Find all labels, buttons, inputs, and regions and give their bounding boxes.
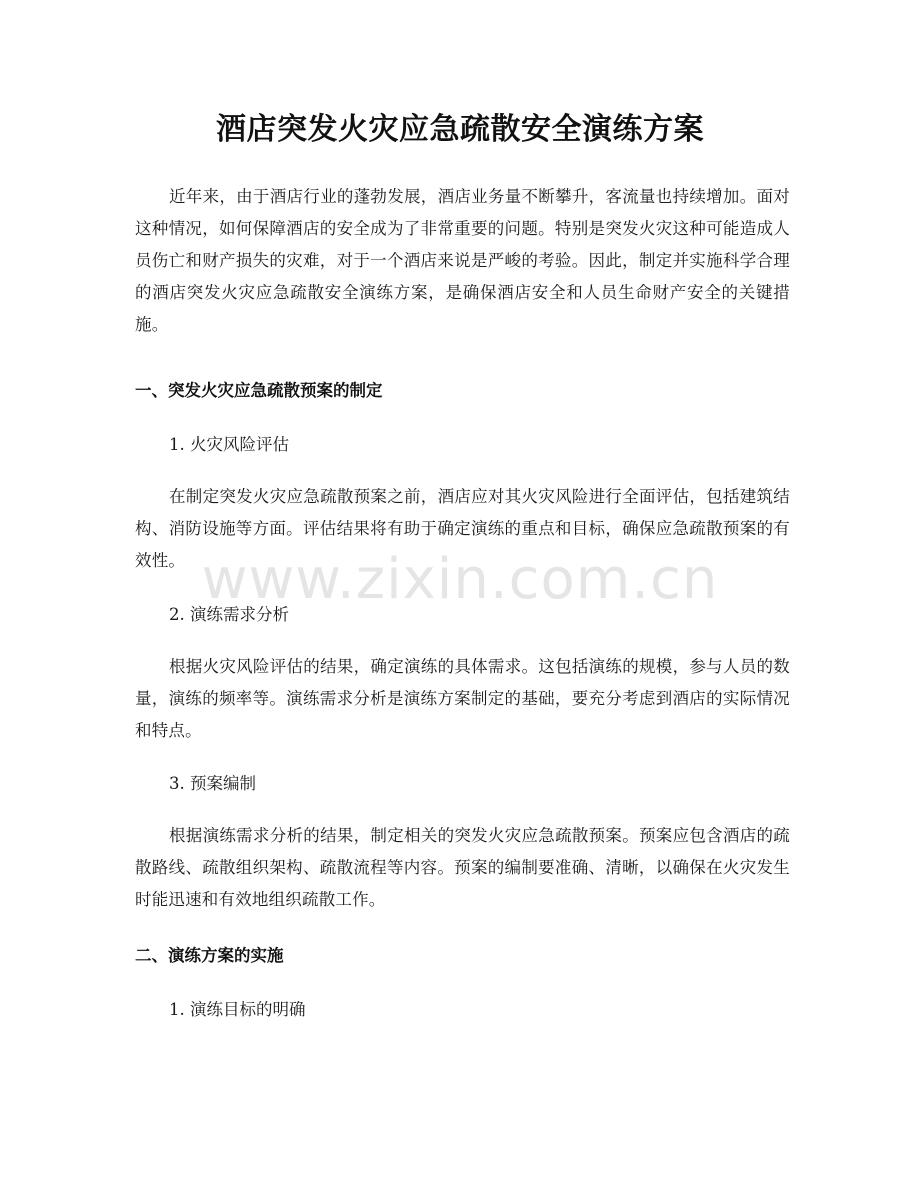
document-title: 酒店突发火灾应急疏散安全演练方案 bbox=[216, 112, 704, 147]
section-2-item-1-title: 1. 演练目标的明确 bbox=[169, 1000, 306, 1019]
section-1-item-1-title: 1. 火灾风险评估 bbox=[169, 435, 289, 454]
section-1-heading: 一、突发火灾应急疏散预案的制定 bbox=[135, 381, 383, 400]
section-1-item-2-text: 根据火灾风险评估的结果，确定演练的具体需求。这包括演练的规模，参与人员的数量，演练的频率等。演练需求分析是演练方案制定的基础，要充分考虑到酒店的实际情况和特点。 bbox=[135, 657, 790, 740]
section-1-item-3-text: 根据演练需求分析的结果，制定相关的突发火灾应急疏散预案。预案应包含酒店的疏散路线、疏散组织架构、疏散流程等内容。预案的编制要准确、清晰，以确保在火灾发生时能迅速和有效地组织疏散工作。 bbox=[135, 826, 790, 909]
watermark-text: www.zixin.com.cn bbox=[201, 547, 719, 612]
intro-paragraph: 近年来，由于酒店行业的蓬勃发展，酒店业务量不断攀升，客流量也持续增加。面对这种情况，如何保障酒店的安全成为了非常重要的问题。特别是突发火灾这种可能造成人员伤亡和财产损失的灾难，对于一个酒店来说是严峻的考验。因此，制定并实施科学合理的酒店突发火灾应急疏散安全演练方案，是确保酒店安全和人员生命财产安全的关键措施。 bbox=[135, 187, 790, 334]
section-1-item-3-title: 3. 预案编制 bbox=[169, 774, 256, 793]
section-2-heading: 二、演练方案的实施 bbox=[135, 946, 284, 965]
section-1-item-1-text: 在制定突发火灾应急疏散预案之前，酒店应对其火灾风险进行全面评估，包括建筑结构、消防设施等方面。评估结果将有助于确定演练的重点和目标，确保应急疏散预案的有效性。 bbox=[135, 487, 790, 570]
section-1-item-2-title: 2. 演练需求分析 bbox=[169, 605, 289, 624]
